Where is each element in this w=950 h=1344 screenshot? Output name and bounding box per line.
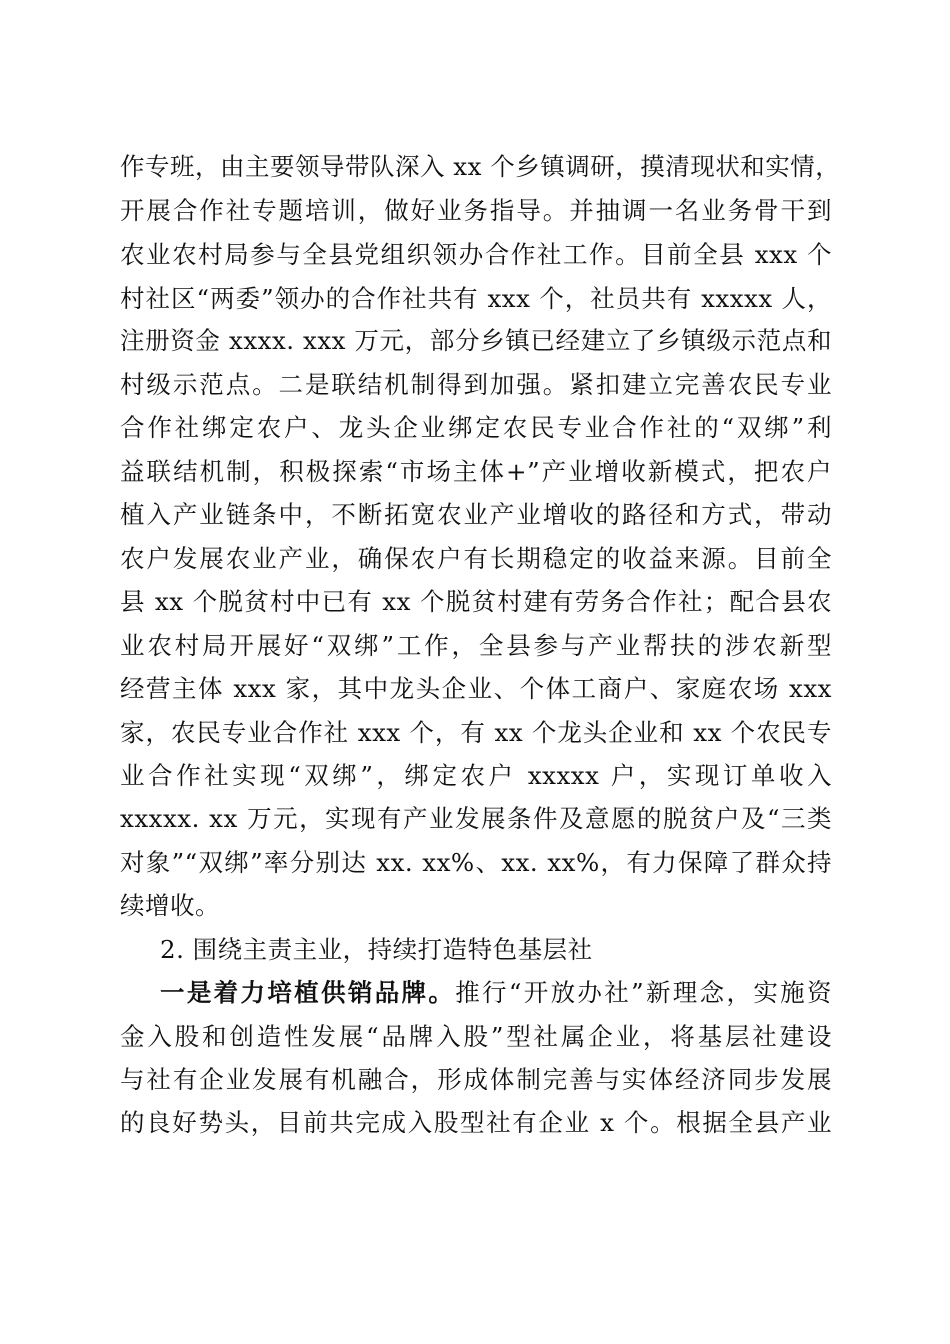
body-text-line: 与社有企业发展有机融合，形成体制完善与实体经济同步发展 — [120, 1065, 832, 1094]
body-text-line: 家，农民专业合作社 xxx 个，有 xx 个龙头企业和 xx 个农民专 — [120, 718, 832, 747]
body-text-line: 业农村局开展好“双绑”工作，全县参与产业帮扶的涉农新型 — [120, 631, 832, 660]
body-text-line: 农户发展农业产业，确保农户有长期稳定的收益来源。目前全 — [120, 544, 832, 573]
body-text-line: 作专班，由主要领导带队深入 xx 个乡镇调研，摸清现状和实情， — [120, 152, 841, 181]
body-text-line: 的良好势头，目前共完成入股型社有企业 x 个。根据全县产业 — [120, 1108, 832, 1137]
body-text-line — [160, 978, 832, 1008]
body-text-line: 注册资金 xxxx. xxx 万元，部分乡镇已经建立了乡镇级示范点和 — [120, 326, 832, 355]
body-text-line: 农业农村局参与全县党组织领办合作社工作。目前全县 xxx 个 — [120, 240, 832, 269]
body-text-line: 村社区“两委”领办的合作社共有 xxx 个，社员共有 xxxxx 人， — [120, 284, 832, 313]
section-heading: 2. 围绕主责主业，持续打造特色基层社 — [160, 935, 593, 964]
body-text-line: 金入股和创造性发展“品牌入股”型社属企业，将基层社建设 — [120, 1022, 832, 1051]
body-text-line: 合作社绑定农户、龙头企业绑定农民专业合作社的“双绑”利 — [120, 413, 832, 442]
body-text-line: 经营主体 xxx 家，其中龙头企业、个体工商户、家庭农场 xxx — [120, 674, 832, 703]
body-text-line: 益联结机制，积极探索“市场主体+”产业增收新模式，把农户 — [120, 457, 832, 486]
body-text-line: 对象”“双绑”率分别达 xx. xx%、xx. xx%，有力保障了群众持 — [120, 848, 833, 877]
body-text-line: xxxxx. xx 万元，实现有产业发展条件及意愿的脱贫户及“三类 — [120, 804, 832, 833]
body-text-line: 县 xx 个脱贫村中已有 xx 个脱贫村建有劳务合作社；配合县农 — [120, 587, 832, 616]
paragraph-lead: 一是着力培植供销品牌。 — [160, 978, 456, 1007]
body-text-line: 村级示范点。二是联结机制得到加强。紧扣建立完善农民专业 — [120, 370, 832, 399]
body-text-line: 开展合作社专题培训，做好业务指导。并抽调一名业务骨干到 — [120, 196, 832, 225]
paragraph-first-line-rest: 推行“开放办社”新理念，实施资 — [455, 978, 832, 1007]
body-text-line: 植入产业链条中，不断拓宽农业产业增收的路径和方式，带动 — [120, 500, 832, 529]
body-text-line: 业合作社实现“双绑”，绑定农户 xxxxx 户，实现订单收入 — [120, 761, 832, 790]
body-text-line: 续增收。 — [120, 891, 220, 920]
